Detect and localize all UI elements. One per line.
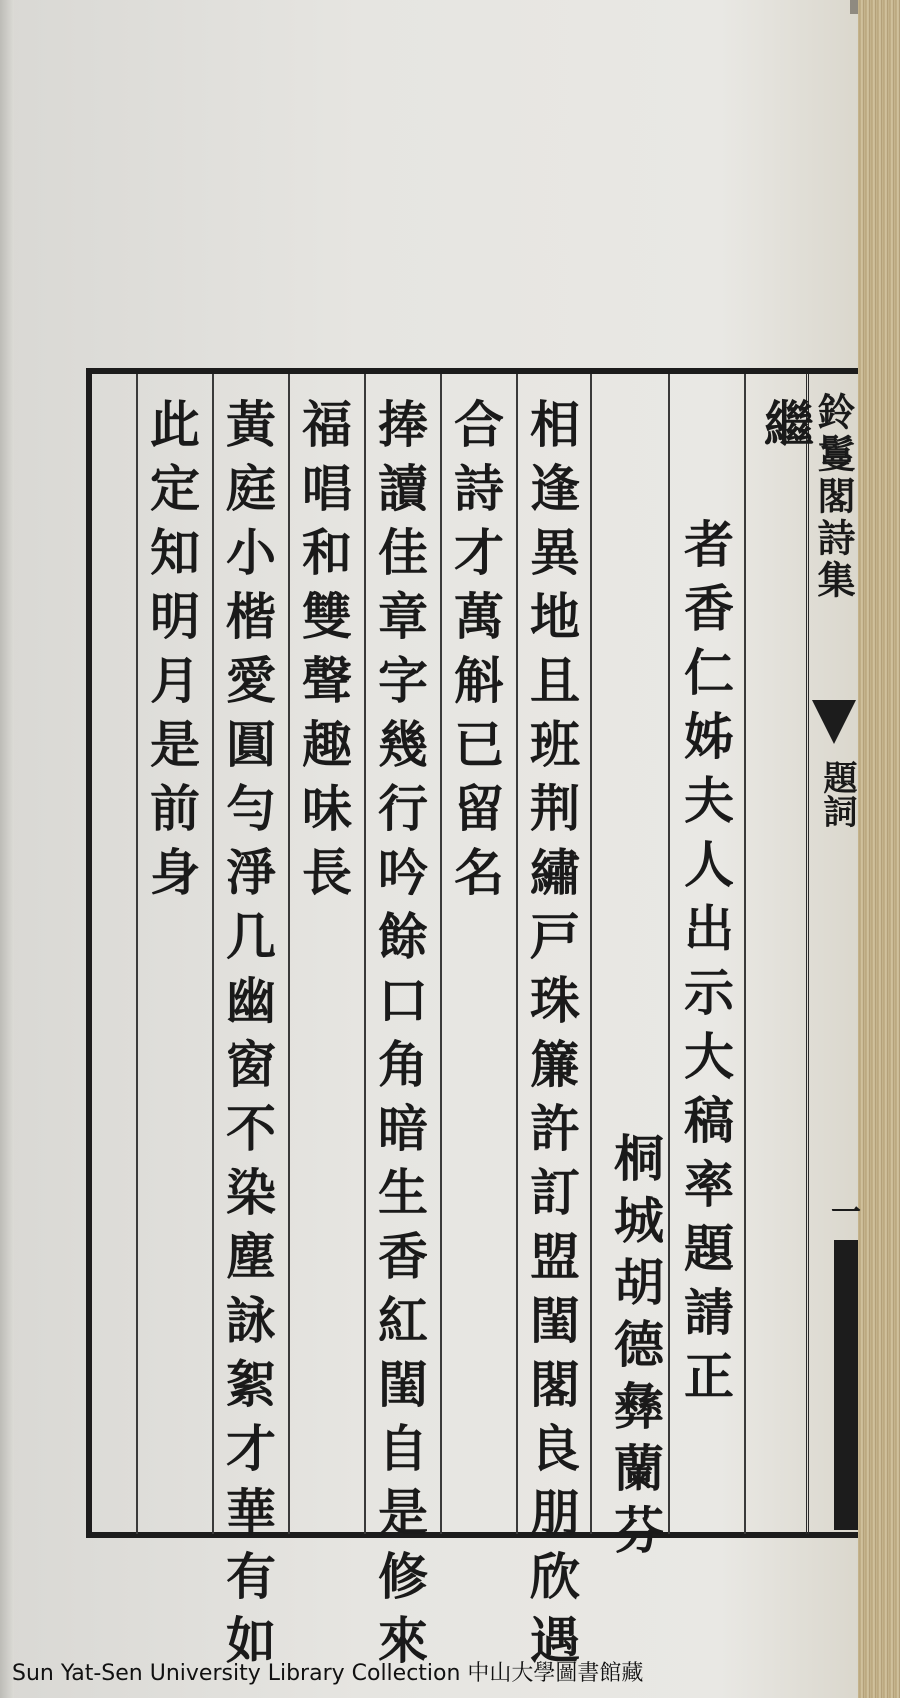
collection-credit: Sun Yat-Sen University Library Collection 中山大學圖書館藏 bbox=[12, 1661, 644, 1686]
column-rule bbox=[364, 374, 366, 1534]
fishtail-mark-icon bbox=[812, 700, 856, 744]
column-rule bbox=[136, 374, 138, 1534]
page-left-edge bbox=[0, 0, 14, 1698]
text-column-1: 繼 bbox=[756, 398, 815, 462]
column-rule bbox=[212, 374, 214, 1534]
column-rule bbox=[590, 374, 592, 1534]
signature-column: 桐城胡德彝蘭芬 bbox=[606, 1132, 665, 1566]
banxin-title: 鈴鬘閣詩集 bbox=[811, 392, 856, 602]
text-column-4: 相逢異地且班荆繡戸珠簾許訂盟閨閣良朋欣遇 bbox=[522, 398, 581, 1678]
text-column-5: 合詩才萬斛已留名 bbox=[446, 398, 505, 910]
text-column-2: 者香仁姊夫人出示大稿率題請正 bbox=[676, 518, 735, 1414]
column-rule bbox=[744, 374, 746, 1534]
banxin-section: 題詞 bbox=[817, 760, 857, 828]
banxin-page-number: 一 bbox=[825, 1196, 860, 1226]
banxin-black-bar bbox=[834, 1240, 858, 1530]
column-rule bbox=[288, 374, 290, 1534]
book-edge bbox=[858, 0, 900, 1698]
text-column-8: 黃庭小楷愛圓勻淨几幽窗不染塵詠絮才華有如 bbox=[218, 398, 277, 1678]
column-rule bbox=[516, 374, 518, 1534]
text-column-6: 捧讀佳章字幾行吟餘口角暗生香紅閨自是修來 bbox=[370, 398, 429, 1678]
text-column-7: 福唱和雙聲趣味長 bbox=[294, 398, 353, 910]
text-column-9: 此定知明月是前身 bbox=[142, 398, 201, 910]
column-rule bbox=[668, 374, 670, 1534]
column-rule bbox=[440, 374, 442, 1534]
